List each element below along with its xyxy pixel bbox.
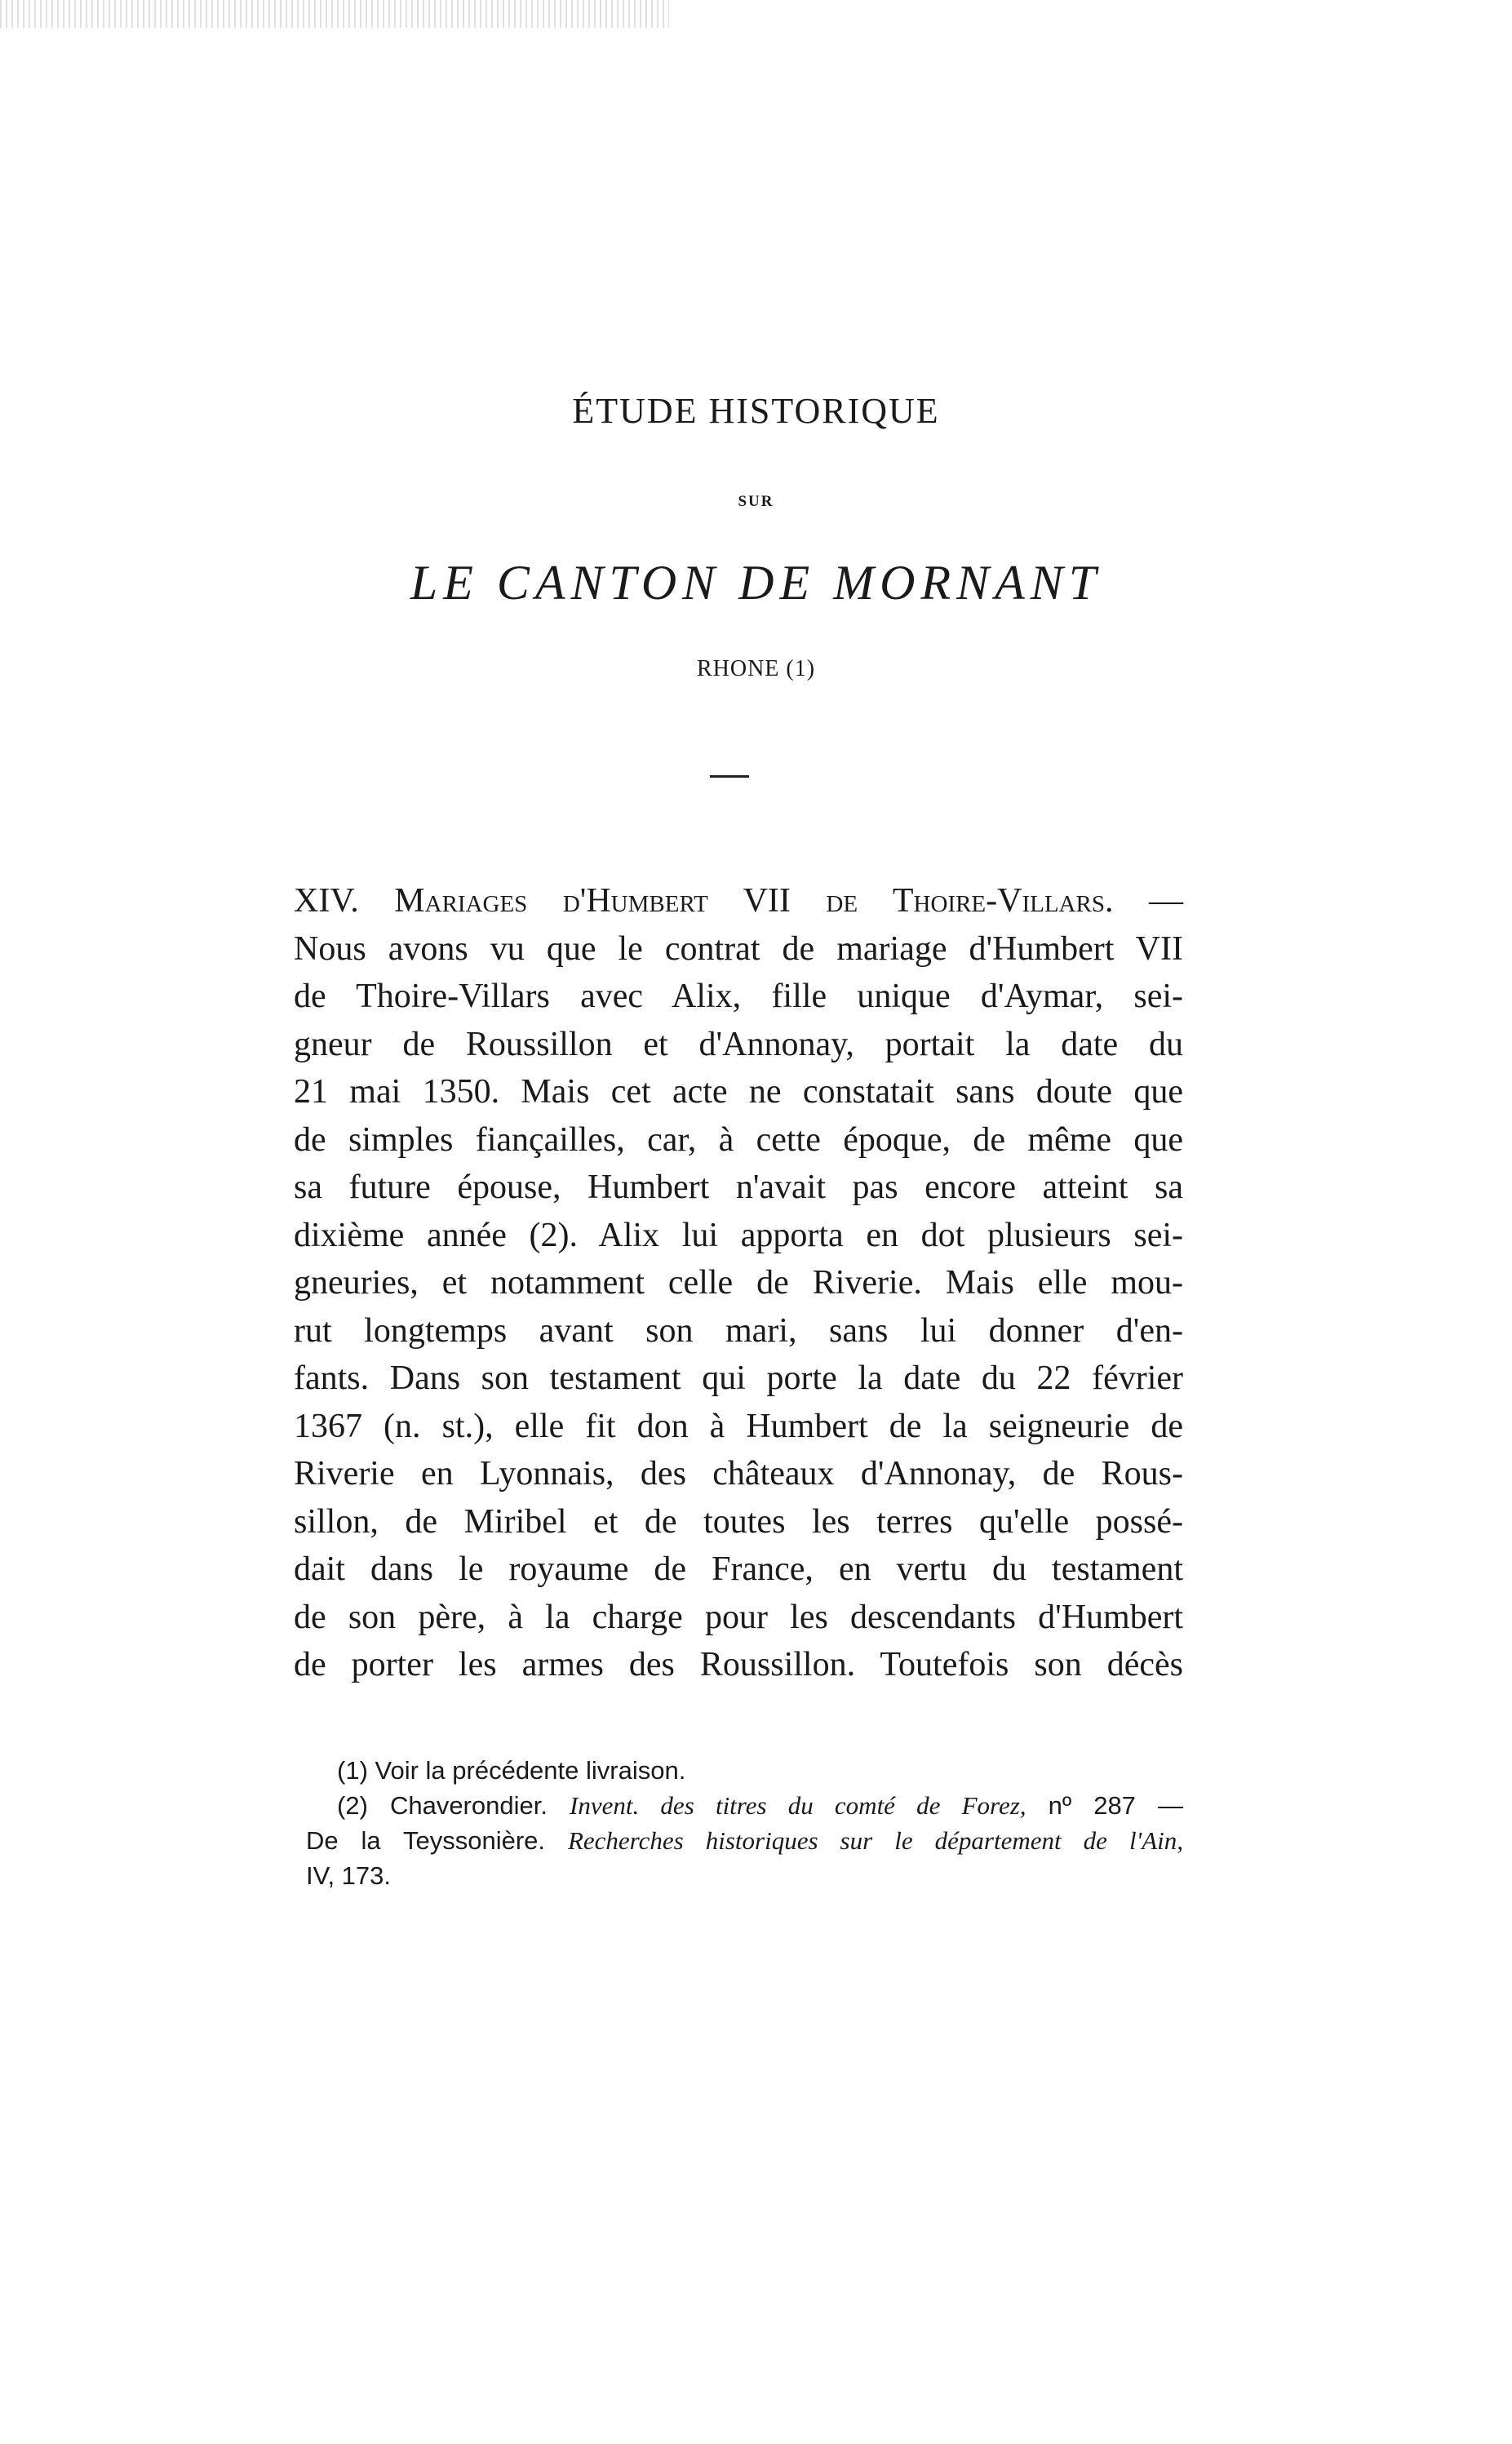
text-line: gneuries, et notamment celle de Riverie. Mais elle mou- xyxy=(294,1264,1183,1302)
text-line: sa future épouse, Humbert n'avait pas encore atteint sa xyxy=(294,1169,1183,1206)
footnote-2-work: Invent. des titres du comté de Forez, xyxy=(570,1791,1026,1820)
text-line: 21 mai 1350. Mais cet acte ne constatait sans doute que xyxy=(294,1073,1183,1111)
text-line: fants. Dans son testament qui porte la date du 22 février xyxy=(294,1360,1183,1397)
section-number: XIV. xyxy=(294,882,359,920)
text-line: de Thoire-Villars avec Alix, fille unique d'Aymar, sei- xyxy=(294,978,1183,1015)
footnote-2-continuation xyxy=(306,1823,1183,1858)
section-rule xyxy=(710,775,749,778)
text-line: gneur de Roussillon et d'Annonay, portait la date du xyxy=(294,1025,1183,1063)
text-line: 1367 (n. st.), elle fit don à Humbert de la seigneurie de xyxy=(294,1407,1183,1445)
title-connector: SUR xyxy=(738,493,774,510)
footnote-2-ref: nº 287 — xyxy=(1048,1791,1183,1820)
footnote-1: (1) Voir la précédente livraison. xyxy=(337,1756,686,1785)
footnote-2 xyxy=(306,1788,1183,1823)
footnote-2-volume: IV, 173. xyxy=(306,1861,392,1890)
footnote-2-author-2: De la Teyssonière. xyxy=(306,1826,546,1855)
text-line: de son père, à la charge pour les descendants d'Humbert xyxy=(294,1598,1183,1636)
text-line: Nous avons vu que le contrat de mariage d'Humbert VII xyxy=(294,929,1183,968)
section-heading-line xyxy=(294,877,1183,925)
footnotes xyxy=(306,1753,1183,1893)
text-line: de simples fiançailles, car, à cette époque, de même que xyxy=(294,1120,1183,1159)
page-title: ÉTUDE HISTORIQUE xyxy=(572,391,940,431)
section-dash: — xyxy=(1149,882,1183,920)
body-text xyxy=(294,877,1183,1689)
text-line: dixième année (2). Alix lui apporta en dot plusieurs sei- xyxy=(294,1216,1183,1254)
main-title: LE CANTON DE MORNANT xyxy=(410,556,1102,610)
text-line: de porter les armes des Roussillon. Toutefois son décès xyxy=(294,1646,1183,1683)
text-line: sillon, de Miribel et de toutes les terres qu'elle possé- xyxy=(294,1502,1183,1541)
section-title: Mariages d'Humbert VII de Thoire-Villars. xyxy=(394,882,1114,920)
footnote-2-work-2: Recherches historiques sur le département de l'Ain, xyxy=(567,1826,1183,1855)
footnote-2-author: (2) Chaverondier. xyxy=(337,1791,548,1820)
text-line: dait dans le royaume de France, en vertu du testament xyxy=(294,1550,1183,1588)
scan-speckle xyxy=(0,0,669,28)
text-line: rut longtemps avant son mari, sans lui donner d'en- xyxy=(294,1311,1183,1350)
text-line: Riverie en Lyonnais, des châteaux d'Annonay, de Rous- xyxy=(294,1455,1183,1493)
subtitle: RHONE (1) xyxy=(696,656,816,681)
